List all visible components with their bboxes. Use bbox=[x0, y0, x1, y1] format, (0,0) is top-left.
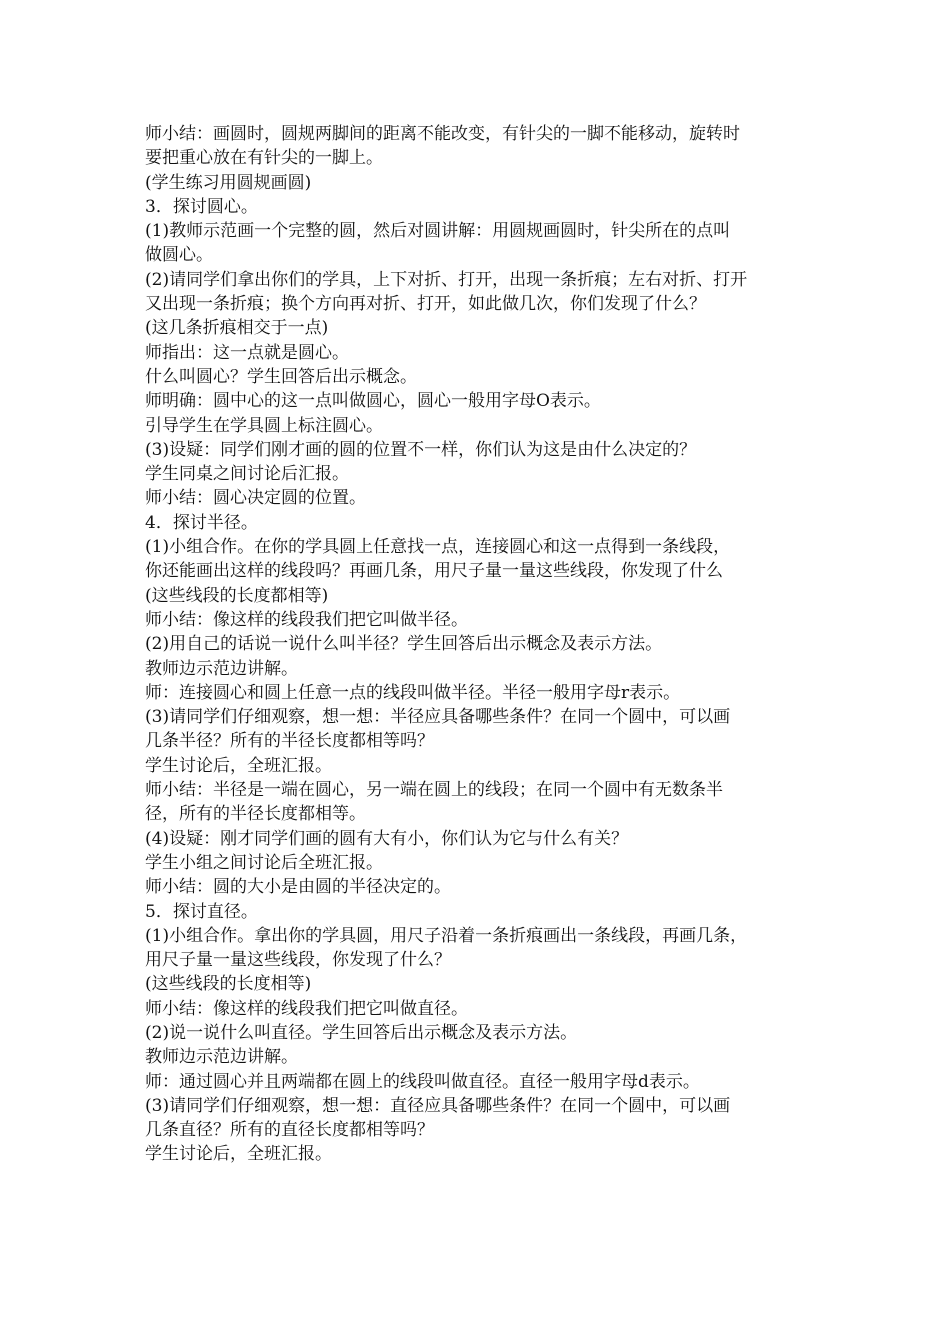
text-line: 学生小组之间讨论后全班汇报。 bbox=[145, 852, 383, 873]
text-line: 师小结：像这样的线段我们把它叫做半径。 bbox=[145, 609, 468, 630]
text-line: (1)教师示范画一个完整的圆，然后对圆讲解：用圆规画圆时，针尖所在的点叫 bbox=[145, 221, 731, 242]
text-line: 几条直径？所有的直径长度都相等吗？ bbox=[145, 1120, 434, 1141]
text-line: (2)说一说什么叫直径。学生回答后出示概念及表示方法。 bbox=[145, 1022, 578, 1043]
text-line: 要把重心放在有针尖的一脚上。 bbox=[145, 148, 383, 169]
text-line: 师小结：半径是一端在圆心，另一端在圆上的线段；在同一个圆中有无数条半 bbox=[145, 780, 723, 801]
text-line: (这些线段的长度都相等) bbox=[145, 585, 329, 606]
text-line: 什么叫圆心？学生回答后出示概念。 bbox=[145, 366, 417, 387]
document-body bbox=[145, 122, 817, 1167]
text-line: 师小结：画圆时，圆规两脚间的距离不能改变，有针尖的一脚不能移动，旋转时 bbox=[145, 124, 740, 144]
text-line: 4．探讨半径。 bbox=[145, 512, 258, 533]
text-line: 学生讨论后，全班汇报。 bbox=[145, 1144, 332, 1165]
text-line: (3)请同学们仔细观察，想一想：半径应具备哪些条件？在同一个圆中，可以画 bbox=[145, 707, 731, 728]
text-line: 又出现一条折痕；换个方向再对折、打开，如此做几次，你们发现了什么？ bbox=[145, 294, 706, 315]
text-line: (4)设疑：刚才同学们画的圆有大有小，你们认为它与什么有关？ bbox=[145, 828, 629, 849]
text-line: 师指出：这一点就是圆心。 bbox=[145, 342, 349, 363]
text-line: 师小结：圆的大小是由圆的半径决定的。 bbox=[145, 877, 451, 898]
text-line: 几条半径？所有的半径长度都相等吗？ bbox=[145, 731, 434, 752]
text-line: (学生练习用圆规画圆) bbox=[145, 172, 312, 193]
text-line: (3)设疑：同学们刚才画的圆的位置不一样，你们认为这是由什么决定的？ bbox=[145, 439, 697, 460]
text-line: 5．探讨直径。 bbox=[145, 901, 258, 922]
text-line: 师：通过圆心并且两端都在圆上的线段叫做直径。直径一般用字母d表示。 bbox=[145, 1071, 700, 1092]
text-line: 教师边示范边讲解。 bbox=[145, 1047, 298, 1068]
text-line: 师小结：圆心决定圆的位置。 bbox=[145, 488, 366, 509]
text-line: (2)请同学们拿出你们的学具，上下对折、打开，出现一条折痕；左右对折、打开 bbox=[145, 269, 748, 290]
text-line: 用尺子量一量这些线段，你发现了什么？ bbox=[145, 950, 451, 971]
text-line: 师小结：像这样的线段我们把它叫做直径。 bbox=[145, 998, 468, 1019]
text-line: 3．探讨圆心。 bbox=[145, 196, 258, 217]
text-line: 学生同桌之间讨论后汇报。 bbox=[145, 464, 349, 485]
text-line: 学生讨论后，全班汇报。 bbox=[145, 755, 332, 776]
text-line: 师明确：圆中心的这一点叫做圆心，圆心一般用字母O表示。 bbox=[145, 391, 601, 412]
text-line: 师：连接圆心和圆上任意一点的线段叫做半径。半径一般用字母r表示。 bbox=[145, 682, 681, 703]
text-line: 径，所有的半径长度都相等。 bbox=[145, 804, 366, 825]
text-line: (1)小组合作。拿出你的学具圆，用尺子沿着一条折痕画出一条线段，再画几条， bbox=[145, 925, 748, 946]
text-line: (1)小组合作。在你的学具圆上任意找一点，连接圆心和这一点得到一条线段， bbox=[145, 537, 731, 558]
text-line: (3)请同学们仔细观察，想一想：直径应具备哪些条件？在同一个圆中，可以画 bbox=[145, 1095, 731, 1116]
text-line: 你还能画出这样的线段吗？再画几条，用尺子量一量这些线段，你发现了什么 bbox=[145, 561, 723, 582]
text-line: 引导学生在学具圆上标注圆心。 bbox=[145, 415, 383, 436]
text-line: (这几条折痕相交于一点) bbox=[145, 318, 329, 339]
text-line: (这些线段的长度相等) bbox=[145, 974, 312, 995]
text-line: (2)用自己的话说一说什么叫半径？学生回答后出示概念及表示方法。 bbox=[145, 634, 663, 655]
text-line: 教师边示范边讲解。 bbox=[145, 658, 298, 679]
text-line: 做圆心。 bbox=[145, 245, 213, 266]
